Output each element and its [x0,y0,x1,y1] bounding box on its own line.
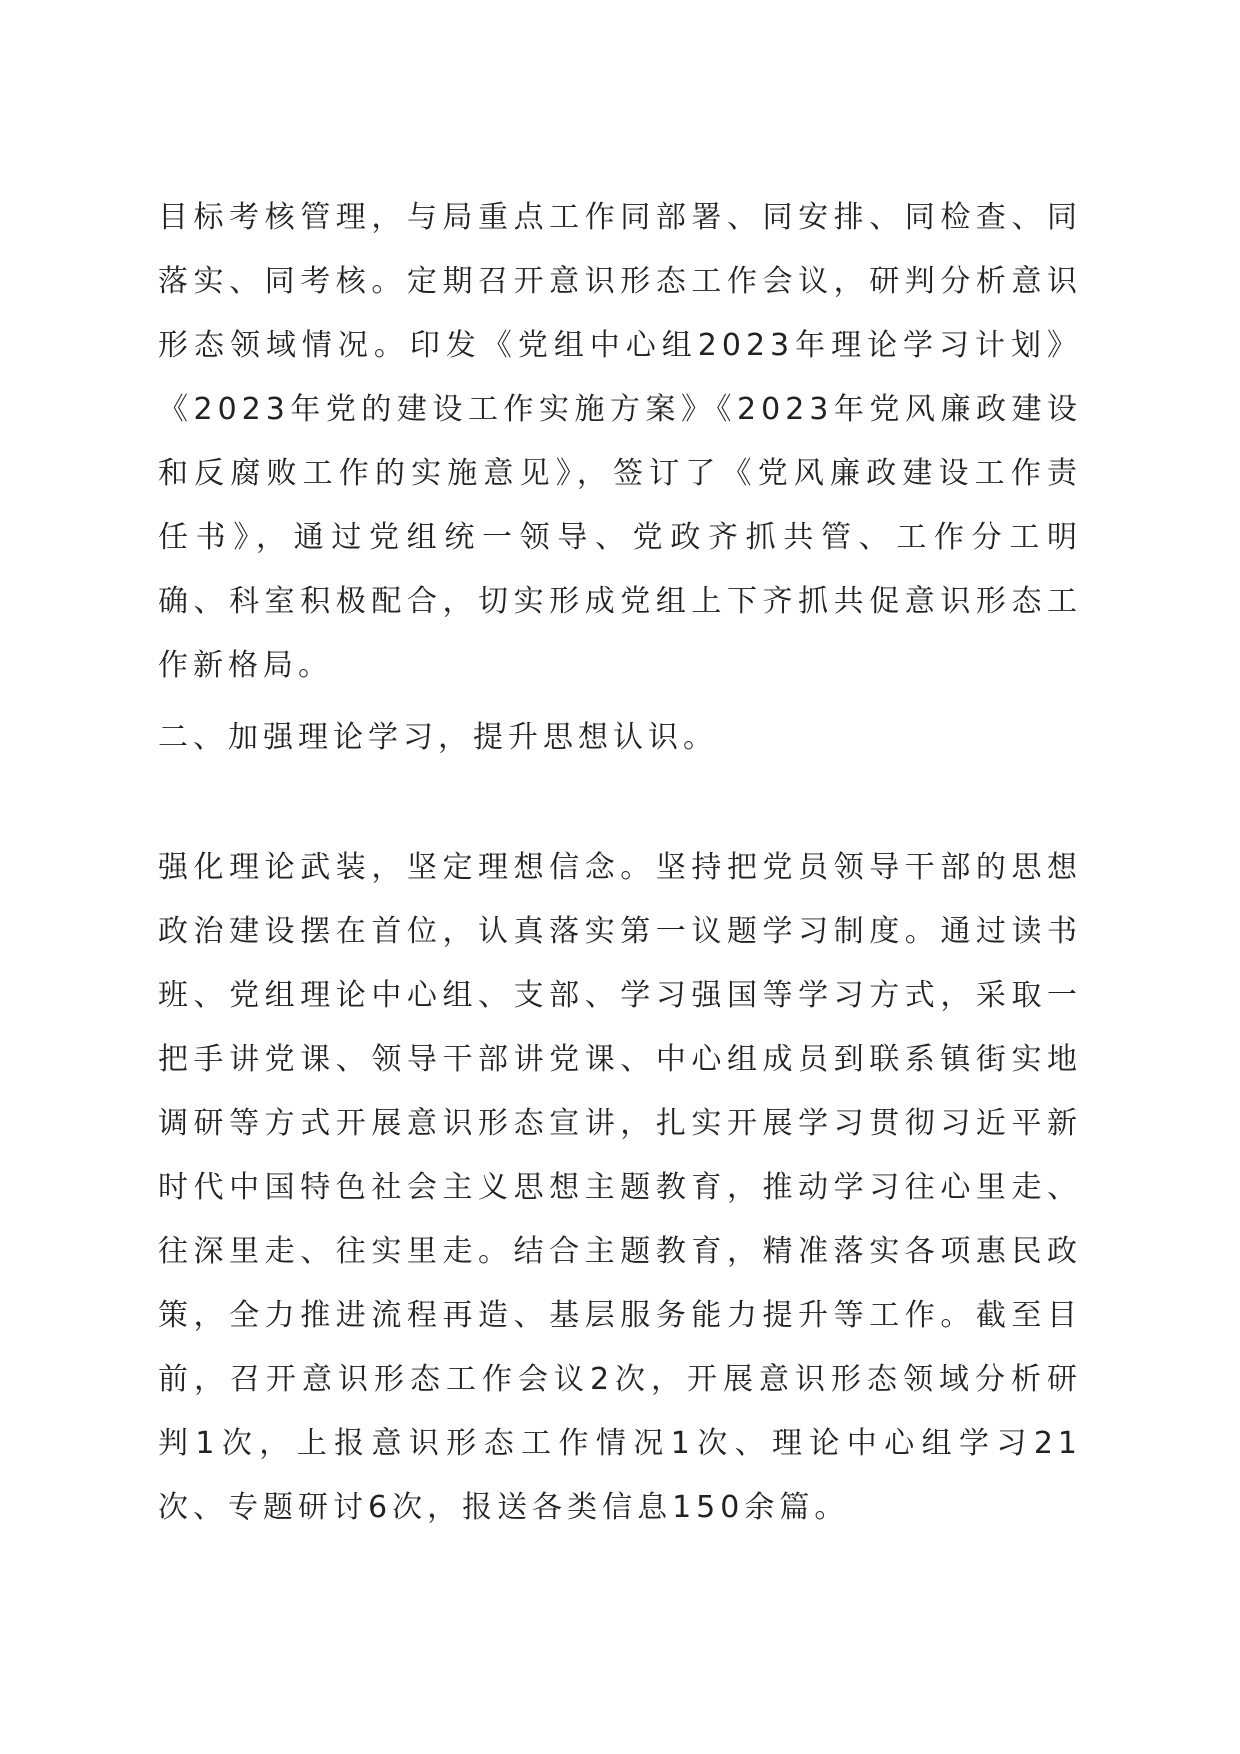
paragraph-text: 目标考核管理，与局重点工作同部署、同安排、同检查、同落实、同考核。定期召开意识形态工作会议，研判分析意识形态领域情况。印发《党组中心组2023年理论学习计划》《2023年党的建设工作实施方案》《2023年党风廉政建设和反腐败工作的实施意见》，签订了《党风廉政建设工作责任书》，通过党组统一领导、党政齐抓共管、工作分工明确、科室积极配合，切实形成党组上下齐抓共促意识形态工作新格局。 [158,200,1082,683]
section-heading-2 [158,706,1082,770]
heading-text: 二、加强理论学习，提升思想认识。 [158,720,718,755]
paragraph-text: 强化理论武装，坚定理想信念。坚持把党员领导干部的思想政治建设摆在首位，认真落实第一议题学习制度。通过读书班、党组理论中心组、支部、学习强国等学习方式，采取一把手讲党课、领导干部讲党课、中心组成员到联系镇街实地调研等方式开展意识形态宣讲，扎实开展学习贯彻习近平新时代中国特色社会主义思想主题教育，推动学习往心里走、往深里走、往实里走。结合主题教育，精准落实各项惠民政策，全力推进流程再造、基层服务能力提升等工作。截至目前，召开意识形态工作会议2次，开展意识形态领域分析研判1次，上报意识形态工作情况1次、理论中心组学习21次、专题研讨6次，报送各类信息150余篇。 [158,850,1082,1525]
body-paragraph-2 [158,836,1082,1540]
body-paragraph-1 [158,186,1082,698]
